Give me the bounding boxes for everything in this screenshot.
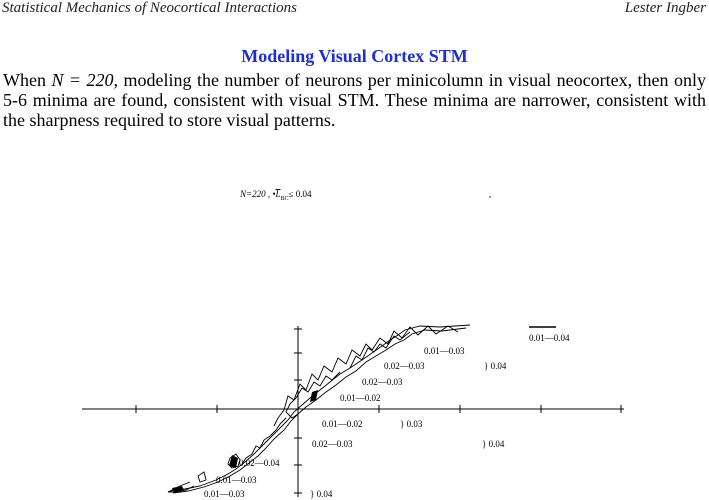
figure-caption-prefix: N=220 , • [240,189,276,199]
contour-label: 0.02—0.03 [312,439,353,449]
plot-axes [82,326,624,497]
contour-label: 0.01—0.03 [204,489,245,499]
contour-label: 0.01—0.02 [340,393,381,403]
contour-line [198,472,206,482]
contour-label: 0.02—0.04 [239,458,280,468]
body-text-2: , modeling the number of neurons per minicolumn in visual neocortex, then only 5-6 minima are found, consistent with visual STM. These minima are narrower, consistent with the sharpness required to store visual patterns. [3,70,706,130]
contour-label: 0.02—0.03 [362,377,403,387]
figure-caption [239,189,312,202]
figure-caption-symbol: L [275,189,281,199]
contour-label: } 0.04 [484,361,507,371]
contour-cluster [310,390,318,402]
legend-label: 0.01—0.04 [529,333,570,343]
contour-label: 0.01—0.03 [216,475,257,485]
stray-dot [489,196,490,197]
contour-label: } 0.04 [482,439,505,449]
contour-label: 0.01—0.03 [424,346,465,356]
contour-label: 0.01—0.02 [322,419,363,429]
body-text-1: When [3,70,52,90]
contour-label: } 0.04 [310,489,333,499]
slide-title: Modeling Visual Cortex STM [241,46,468,66]
running-header-title: Statistical Mechanics of Neocortical Interactions [2,0,297,16]
figure-caption-suffix: ≤ 0.04 [288,189,312,199]
contour-label: } 0.03 [400,419,423,429]
running-header-author: Lester Ingber [624,0,706,16]
body-math-n: N = 220 [51,70,114,90]
contour-label: 0.02—0.03 [384,361,425,371]
figure-caption-subscript: BC [280,196,289,202]
